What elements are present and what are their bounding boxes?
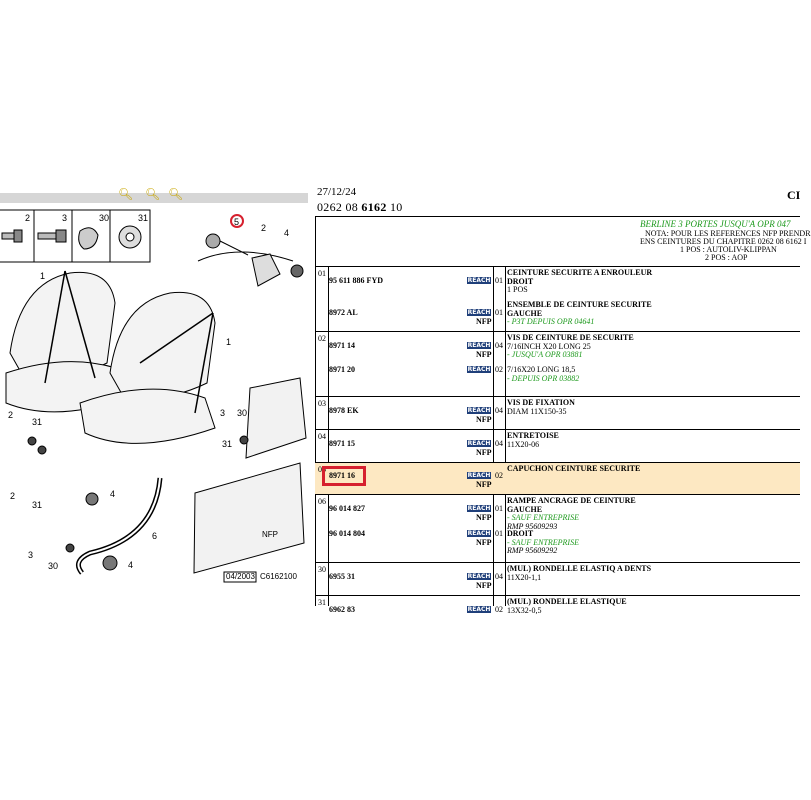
callout-31-c: 31: [222, 439, 233, 449]
part-desc: VIS DE CEINTURE DE SECURITE 7/16INCH X20 LONG 25 - JUSQU'A OPR 03881: [507, 333, 634, 359]
part-qty: 01: [495, 529, 503, 538]
table-row[interactable]: [315, 331, 800, 397]
part-qty: 02: [495, 605, 503, 614]
part-ref-selected[interactable]: 8971 16: [329, 471, 355, 480]
callout-4-b: 4: [128, 560, 134, 570]
part-ref[interactable]: 8971 14: [329, 341, 355, 350]
viewer-toolbar: [0, 187, 308, 203]
table-row[interactable]: [315, 396, 800, 430]
nfp-badge: NFP: [476, 448, 492, 457]
bolt-long-icon: [38, 230, 66, 242]
callout-4-top: 4: [284, 228, 290, 238]
notes-line-3: 1 POS : AUTOLIV-KLIPPAN: [680, 245, 777, 254]
group-number: 04: [318, 432, 326, 441]
part-qty: 01: [495, 308, 503, 317]
reach-badge: REACH: [467, 309, 491, 316]
part-ref[interactable]: 8972 AL: [329, 308, 358, 317]
notes-line-1: NOTA: POUR LES REFERENCES NFP PRENDR: [645, 229, 811, 238]
group-number: 06: [318, 497, 326, 506]
group-number: 31: [318, 598, 326, 607]
part-ref[interactable]: 8971 15: [329, 439, 355, 448]
callout-5: 5: [234, 217, 240, 227]
callout-2-a: 2: [8, 410, 14, 420]
part-ref[interactable]: 96 014 827: [329, 504, 365, 513]
reach-badge: REACH: [467, 440, 491, 447]
ref-prefix: 0262 08: [317, 200, 359, 214]
reach-badge: REACH: [467, 277, 491, 284]
nfp-badge: NFP: [476, 415, 492, 424]
group-number: 30: [318, 565, 326, 574]
part-qty: 04: [495, 439, 503, 448]
part-ref[interactable]: 8978 EK: [329, 406, 359, 415]
anchor-rail: [78, 478, 160, 573]
group-number: 03: [318, 399, 326, 408]
strip-label-2: 2: [25, 213, 31, 223]
part-desc: ENTRETOISE 11X20-06: [507, 431, 559, 449]
zoom-in-icon[interactable]: 🔍︎: [118, 187, 134, 201]
callout-2-top: 2: [261, 223, 267, 233]
part-ref[interactable]: 8971 20: [329, 365, 355, 374]
part-qty: 04: [495, 572, 503, 581]
catalog-reference: [317, 200, 403, 215]
parts-catalog-page: [315, 186, 811, 615]
callout-31-b: 31: [32, 500, 43, 510]
highlight-box: [322, 466, 366, 486]
nfp-badge: NFP: [476, 513, 492, 522]
diagram-date-code: 04/2003: [226, 572, 255, 581]
ref-bold: 6162: [361, 200, 387, 214]
table-row[interactable]: [315, 562, 800, 596]
bolt-icon: [2, 230, 22, 242]
part-desc: CAPUCHON CEINTURE SECURITE: [507, 464, 641, 473]
diagram-drawing: [0, 203, 308, 603]
callout-3-a: 3: [28, 550, 34, 560]
callout-30-a: 30: [48, 561, 59, 571]
table-row-selected[interactable]: [315, 462, 800, 495]
part-desc: (MUL) RONDELLE ELASTIQUE 13X32-0,5: [507, 597, 627, 615]
part-ref[interactable]: 96 014 804: [329, 529, 365, 538]
part-desc: VIS DE FIXATION DIAM 11X150-35: [507, 398, 575, 416]
nfp-label: NFP: [262, 530, 278, 539]
nfp-badge: NFP: [476, 480, 492, 489]
diagram-image-ref: C6162100: [260, 572, 297, 581]
reach-badge: REACH: [467, 342, 491, 349]
callout-1-left: 1: [40, 271, 46, 281]
part-desc: ENSEMBLE DE CEINTURE SECURITE GAUCHE - P3T DEPUIS OPR 04641: [507, 300, 652, 326]
parts-diagram: [0, 203, 308, 603]
part-qty: 02: [495, 365, 503, 374]
reach-badge: REACH: [467, 472, 491, 479]
reach-badge: REACH: [467, 366, 491, 373]
floor-panel-drawing: [194, 378, 306, 573]
callout-6: 6: [152, 531, 158, 541]
reach-badge: REACH: [467, 573, 491, 580]
zoom-out-icon[interactable]: 🔍︎: [145, 187, 161, 201]
part-desc: DROIT - SAUF ENTREPRISE RMP 95609292: [507, 529, 579, 555]
zoom-fit-icon[interactable]: 🔍︎: [168, 187, 184, 201]
part-qty: 04: [495, 341, 503, 350]
part-ref[interactable]: 6962 83: [329, 605, 355, 614]
table-row[interactable]: [315, 266, 800, 332]
callout-3-b: 3: [220, 408, 226, 418]
part-desc: RAMPE ANCRAGE DE CEINTURE GAUCHE - SAUF ENTREPRISE RMP 95609293: [507, 496, 636, 531]
parts-strip-numbers: [25, 213, 148, 223]
table-row[interactable]: [315, 429, 800, 463]
notes-title: BERLINE 3 PORTES JUSQU'A OPR 047: [640, 219, 791, 229]
notes-line-4: 2 POS : AOP: [705, 253, 748, 262]
anchor-detail: [198, 234, 303, 286]
part-desc: CEINTURE SECURITE A ENROULEUR DROIT 1 POS: [507, 268, 653, 294]
nfp-badge: NFP: [476, 317, 492, 326]
callout-2-b: 2: [10, 491, 16, 501]
callout-30-b: 30: [237, 408, 248, 418]
part-desc: 7/16X20 LONG 18,5 - DEPUIS OPR 03882: [507, 365, 580, 383]
nfp-badge: NFP: [476, 538, 492, 547]
reach-badge: REACH: [467, 606, 491, 613]
group-number: 05: [318, 465, 326, 474]
group-number: 01: [318, 269, 326, 278]
catalog-date: 27/12/24: [317, 186, 357, 198]
group-number: 02: [318, 334, 326, 343]
part-qty: 01: [495, 276, 503, 285]
ref-suffix: 10: [389, 200, 403, 214]
table-row[interactable]: [315, 494, 800, 563]
nfp-badge: NFP: [476, 350, 492, 359]
callout-4-a: 4: [110, 489, 116, 499]
nfp-badge: NFP: [476, 581, 492, 590]
callout-31-a: 31: [32, 417, 43, 427]
strip-label-30: 30: [99, 213, 110, 223]
table-row[interactable]: [315, 595, 800, 629]
part-qty: 01: [495, 504, 503, 513]
tooth-washer-icon: [79, 228, 98, 249]
catalog-corner: CI: [787, 188, 801, 202]
part-desc: (MUL) RONDELLE ELASTIQ A DENTS 11X20-1,1: [507, 564, 652, 582]
catalog-notes: [315, 219, 811, 262]
part-ref[interactable]: 6955 31: [329, 572, 355, 581]
reach-badge: REACH: [467, 407, 491, 414]
callout-1-right: 1: [226, 337, 232, 347]
reach-badge: REACH: [467, 530, 491, 537]
part-qty: 02: [495, 471, 503, 480]
strip-label-3: 3: [62, 213, 68, 223]
strip-label-31: 31: [138, 213, 149, 223]
notes-line-2: ENS CEINTURES DU CHAPITRE 0262 08 6162 I: [640, 237, 807, 246]
part-ref[interactable]: 95 611 886 FYD: [329, 276, 383, 285]
reach-badge: REACH: [467, 505, 491, 512]
part-qty: 04: [495, 406, 503, 415]
